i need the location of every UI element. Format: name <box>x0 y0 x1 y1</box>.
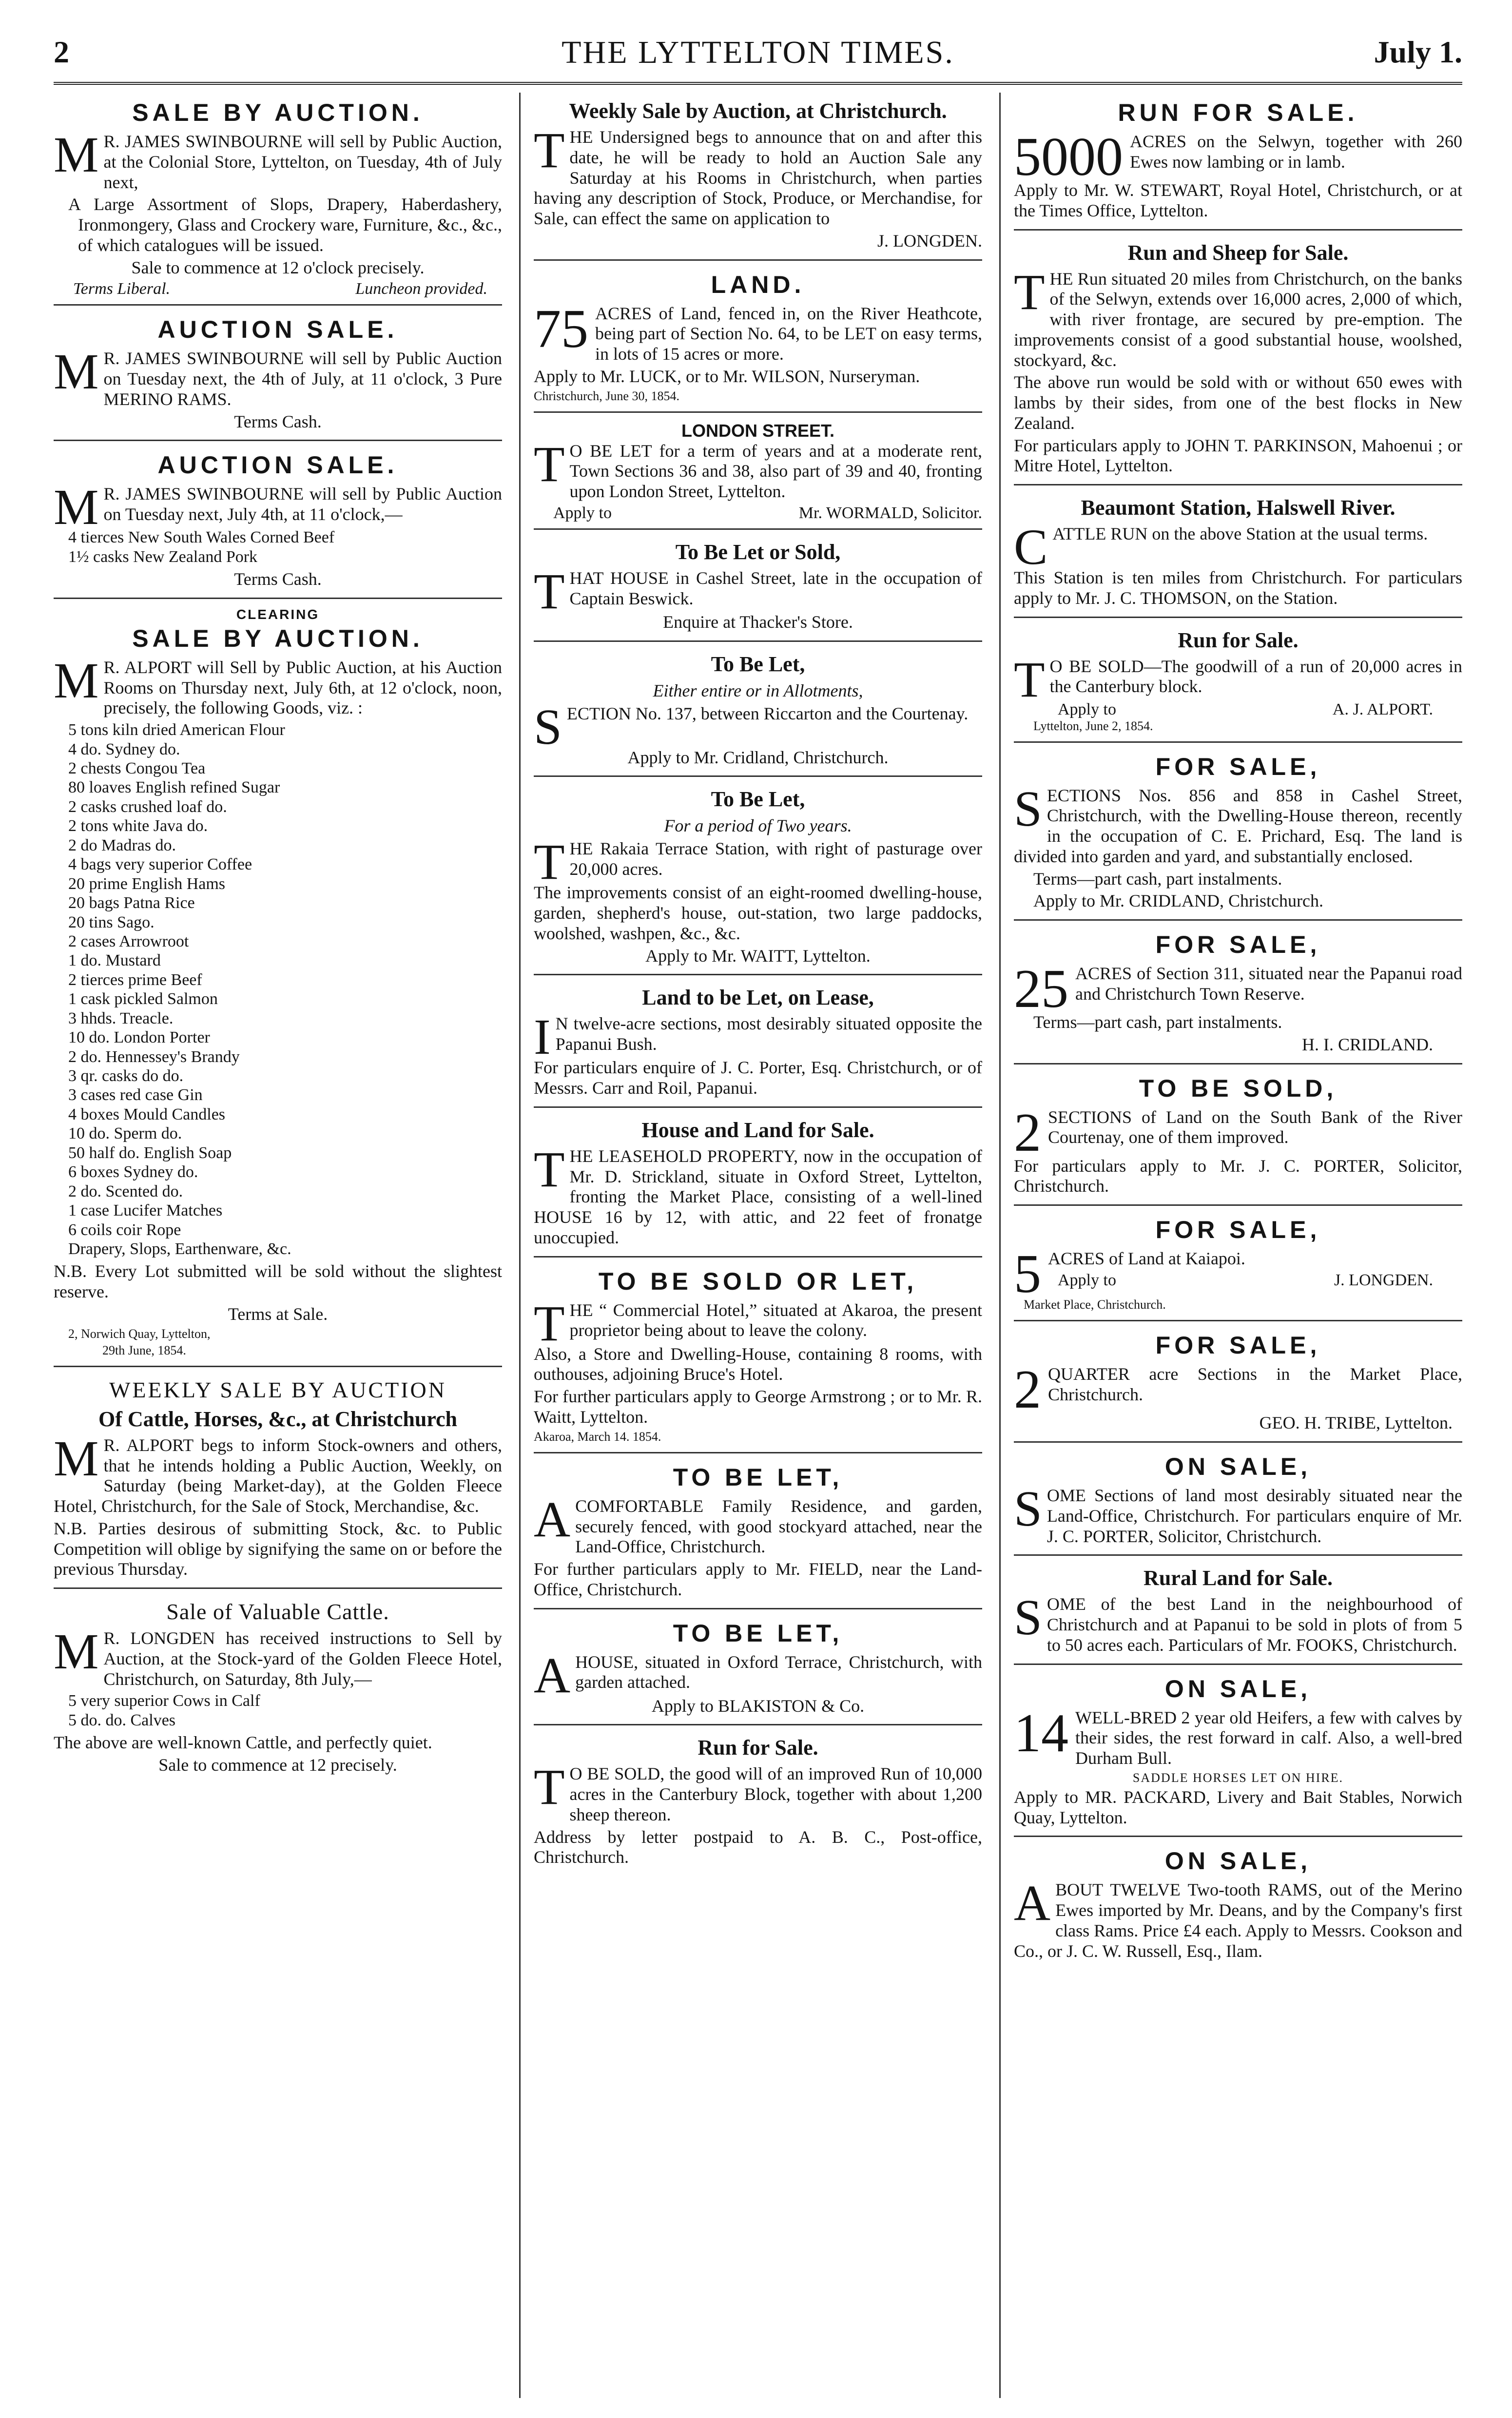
drop-cap: T <box>534 1759 565 1816</box>
masthead <box>54 29 1462 88</box>
advert-commercial-hotel <box>534 1261 982 1453</box>
item-list <box>54 720 502 1258</box>
drop-cap: C <box>1014 519 1048 575</box>
advert-heading: House and Land for Sale. <box>641 1118 874 1142</box>
drop-cap: T <box>534 436 565 492</box>
list-item: 5 do. do. Calves <box>68 1711 176 1729</box>
advert-oxford-terrace <box>534 1613 982 1726</box>
advert-body <box>534 122 982 229</box>
advert-alport-clearing <box>54 603 502 1367</box>
drop-number: 5 <box>1014 1244 1041 1305</box>
advert-apply <box>534 504 982 522</box>
advert-body3: For further particulars apply to George Armstrong ; or to Mr. R. Waitt, Lyttelton. <box>534 1387 982 1427</box>
advert-body2: The improvements consist of an eight-roomed dwelling-house, garden, shepherd's house, out-station, two large paddocks, woolshed, washpen, &c., &c. <box>534 883 982 943</box>
advert-swinbourne-sale <box>54 93 502 306</box>
list-item: 1 cask pickled Salmon <box>68 990 218 1008</box>
advert-text: R. JAMES SWINBOURNE will sell by Public Auction, at the Colonial Store, Lyttelton, on Tuesday, 4th of July next, <box>103 132 502 192</box>
drop-cap: A <box>534 1647 571 1703</box>
drop-cap: T <box>534 563 565 619</box>
advert-run-selwyn <box>1014 93 1462 231</box>
advert-auction-rams <box>54 310 502 441</box>
advert-footer <box>54 280 502 298</box>
advert-signature: H. I. CRIDLAND. <box>1302 1034 1433 1054</box>
advert-heading: ON SALE, <box>1164 1847 1312 1875</box>
advert-heading: SALE BY AUCTION. <box>132 99 424 126</box>
list-item: 2 do. Hennessey's Brandy <box>68 1047 240 1066</box>
advert-heading: FOR SALE, <box>1155 931 1321 959</box>
advert-text: SECTIONS of Land on the South Bank of the River Courtenay, one of them improved. <box>1048 1107 1462 1147</box>
list-item: 5 very superior Cows in Calf <box>68 1692 260 1710</box>
advert-preheading: CLEARING <box>236 606 320 622</box>
list-item: 1 case Lucifer Matches <box>68 1201 223 1220</box>
list-item: 6 boxes Sydney do. <box>68 1163 198 1181</box>
drop-cap: M <box>54 652 99 709</box>
list-item: 4 boxes Mould Candles <box>68 1105 226 1123</box>
advert-apply: Apply to MR. PACKARD, Livery and Bait Stables, Norwich Quay, Lyttelton. <box>1014 1787 1462 1827</box>
advert-body <box>534 1141 982 1248</box>
column-divider <box>519 93 521 2398</box>
advert-signature: GEO. H. TRIBE, Lyttelton. <box>1259 1413 1453 1433</box>
drop-cap: T <box>534 122 565 178</box>
advert-text: ECTION No. 137, between Riccarton and the Courtenay. <box>566 703 969 723</box>
advert-apply <box>1048 1271 1462 1290</box>
advert-heading: TO BE SOLD OR LET, <box>598 1267 918 1295</box>
advert-body <box>54 127 502 193</box>
advert-heading: Run for Sale. <box>1178 628 1299 652</box>
advert-heading: Beaumont Station, Halswell River. <box>1081 496 1396 520</box>
advert-detail: A Large Assortment of Slops, Drapery, Haberdashery, Ironmongery, Glass and Crockery ware, Furniture, &c., &c., of which catalogues will be issued. <box>68 194 502 255</box>
advert-body <box>534 1491 982 1557</box>
list-item: 3 qr. casks do do. <box>68 1067 184 1085</box>
advert-body <box>1014 1702 1462 1769</box>
advert-run-sale-abc <box>534 1729 982 1876</box>
advert-heading: FOR SALE, <box>1155 753 1321 780</box>
advert-kaiapoi <box>1014 1210 1462 1321</box>
advert-apply: Apply to BLAKISTON & Co. <box>651 1696 865 1716</box>
apply-name: J. LONGDEN. <box>1334 1271 1433 1289</box>
advert-commence: Sale to commence at 12 precisely. <box>158 1755 397 1775</box>
advert-heifers <box>1014 1669 1462 1838</box>
advert-dateline: Market Place, Christchurch. <box>1024 1297 1166 1312</box>
advert-apply <box>1014 700 1462 719</box>
advert-cashel-house <box>534 534 982 642</box>
advert-valuable-cattle <box>54 1593 502 1783</box>
list-item: 80 loaves English refined Sugar <box>68 778 280 797</box>
advert-body <box>1014 1481 1462 1547</box>
advert-text: R. JAMES SWINBOURNE will sell by Public Auction on Tuesday next, July 4th, at 11 o'clock,— <box>103 484 502 524</box>
advert-heading: TO BE LET, <box>673 1619 843 1647</box>
advert-text: O BE SOLD—The goodwill of a run of 20,000 acres in the Canterbury block. <box>1049 656 1462 696</box>
advert-text: ECTIONS Nos. 856 and 858 in Cashel Street, Christchurch, with the Dwelling-House thereon, recently in the occupation of C. E. Prichard, Esq. The land is divided into garden and yard, and substantially enclosed. <box>1014 785 1462 866</box>
drop-cap: A <box>1014 1875 1051 1932</box>
advert-body <box>534 1759 982 1825</box>
advert-text: HAT HOUSE in Cashel Street, late in the occupation of Captain Beswick. <box>569 568 982 608</box>
advert-market-place <box>1014 1325 1462 1443</box>
advert-text: COMFORTABLE Family Residence, and garden, securely fenced, with good stockyard attached, near the Land-Office, Christchurch. <box>575 1496 982 1557</box>
list-item: 50 half do. English Soap <box>68 1143 232 1162</box>
advert-body <box>534 298 982 365</box>
advert-courtenay-sections <box>1014 1068 1462 1206</box>
advert-weekly-cattle <box>54 1371 502 1589</box>
list-item: 4 do. Sydney do. <box>68 740 180 758</box>
advert-text: OME Sections of land most desirably situated near the Land-Office, Christchurch. For particulars enquire of Mr. J. C. PORTER, Solicitor, Christchurch. <box>1047 1486 1462 1546</box>
advert-body <box>534 1647 982 1703</box>
advert-heading: AUCTION SALE. <box>157 451 398 479</box>
advert-heading: To Be Let or Sold, <box>675 540 841 564</box>
advert-body <box>1014 651 1462 708</box>
advert-longden-weekly <box>534 93 982 261</box>
advert-body <box>54 344 502 409</box>
advert-heading: Run for Sale. <box>698 1736 818 1760</box>
advert-body <box>534 563 982 619</box>
list-item: 4 tierces New South Wales Corned Beef <box>68 528 335 547</box>
column-3 <box>1014 93 1462 2398</box>
advert-body <box>1014 264 1462 371</box>
advert-heading: To Be Let, <box>711 652 805 676</box>
advert-text: BOUT TWELVE Two-tooth RAMS, out of the Merino Ewes imported by Mr. Deans, and by the Company's first class Rams. Price £4 each. Apply to Messrs. Cookson and Co., or J. C. W. Russell, Esq., Ilam. <box>1014 1880 1462 1961</box>
advert-subheading: Of Cattle, Horses, &c., at Christchurch <box>98 1407 458 1431</box>
advert-body <box>1014 1102 1462 1163</box>
drop-cap: T <box>1014 651 1045 708</box>
advert-heading: AUCTION SALE. <box>157 316 398 344</box>
list-item: 10 do. Sperm do. <box>68 1124 182 1143</box>
advert-text: HE Rakaia Terrace Station, with right of pasturage over 20,000 acres. <box>569 839 982 879</box>
newspaper-title: THE LYTTELTON TIMES. <box>562 35 954 70</box>
advert-section-311 <box>1014 925 1462 1064</box>
advert-dateline: Lyttelton, June 2, 1854. <box>1033 718 1153 733</box>
advert-heading: ON SALE, <box>1164 1675 1312 1702</box>
advert-note: The above are well-known Cattle, and perfectly quiet. <box>54 1733 432 1753</box>
advert-text: WELL-BRED 2 year old Heifers, a few with calves by their sides, the rest forward in calf. Also, a well-bred Durham Bull. <box>1075 1707 1462 1768</box>
advert-address: 2, Norwich Quay, Lyttelton, <box>68 1326 211 1341</box>
drop-cap: S <box>534 698 562 755</box>
list-item: 1½ casks New Zealand Pork <box>68 547 258 566</box>
advert-heading: Weekly Sale by Auction, at Christchurch. <box>569 99 947 123</box>
advert-dateline: Akaroa, March 14. 1854. <box>534 1429 661 1444</box>
advert-section-137 <box>534 646 982 777</box>
list-item: 2 cases Arrowroot <box>68 932 189 950</box>
advert-text: HE “ Commercial Hotel,” situated at Akaroa, the present proprietor being about to leave the colony. <box>569 1300 982 1340</box>
advert-nb: N.B. Parties desirous of submitting Stock, &c. to Public Competition will oblige by signifying the same on or before the previous Thursday. <box>54 1518 502 1579</box>
advert-terms: Terms—part cash, part instalments. <box>1033 1012 1282 1032</box>
advert-text: ACRES of Section 311, situated near the Papanui road and Christchurch Town Reserve. <box>1075 964 1462 1004</box>
advert-land <box>534 265 982 413</box>
advert-text: HOUSE, situated in Oxford Terrace, Christchurch, with garden attached. <box>575 1652 982 1692</box>
apply-label: Apply to <box>553 503 612 522</box>
drop-cap: T <box>534 1295 565 1352</box>
advert-run-sheep <box>1014 234 1462 486</box>
advert-text: R. ALPORT will Sell by Public Auction, at his Auction Rooms on Thursday next, July 6th, at 12 o'clock, noon, precisely, the following Goods, viz. : <box>103 657 502 718</box>
advert-heading: LONDON STREET. <box>681 420 834 441</box>
advert-heading: TO BE SOLD, <box>1139 1074 1338 1102</box>
advert-run-alport <box>1014 622 1462 743</box>
advert-terms: Terms Liberal. <box>73 280 171 298</box>
list-item: 2 do. Scented do. <box>68 1182 183 1200</box>
advert-text: ACRES on the Selwyn, together with 260 Ewes now lambing or in lamb. <box>1130 132 1462 172</box>
drop-cap: I <box>534 1009 551 1065</box>
column-2 <box>534 93 982 2398</box>
advert-text: QUARTER acre Sections in the Market Place, Christchurch. <box>1048 1364 1462 1405</box>
drop-cap: T <box>1014 264 1045 320</box>
column-1 <box>54 93 502 2398</box>
list-item: Drapery, Slops, Earthenware, &c. <box>68 1239 291 1258</box>
list-item: 5 tons kiln dried American Flour <box>68 721 285 739</box>
advert-family-residence <box>534 1457 982 1609</box>
advert-body <box>1014 1359 1462 1420</box>
advert-body2: Also, a Store and Dwelling-House, containing 8 rooms, with outhouses, adjoining Bruce's Hotel. <box>534 1344 982 1384</box>
advert-land-lease <box>534 979 982 1108</box>
list-item: 2 tons white Java do. <box>68 817 208 835</box>
advert-commence: Sale to commence at 12 o'clock precisely. <box>131 257 425 277</box>
drop-number: 2 <box>1014 1102 1041 1163</box>
advert-terms: Terms Cash. <box>234 411 322 431</box>
drop-number: 14 <box>1014 1702 1068 1763</box>
advert-subheading: Either entire or in Allotments, <box>653 680 863 700</box>
drop-cap: M <box>54 127 99 183</box>
advert-date: 29th June, 1854. <box>102 1343 186 1357</box>
advert-text: OME of the best Land in the neighbourhood of Christchurch and at Papanui to be sold in plots of from 5 to 50 acres each. Particulars of Mr. FOOKS, Christchurch. <box>1047 1594 1462 1655</box>
advert-heading: RUN FOR SALE. <box>1118 99 1358 126</box>
advert-text: O BE LET for a term of years and at a moderate rent, Town Sections 36 and 38, also part of 39 and 40, fronting upon London Street, Lyttelton. <box>569 441 982 502</box>
apply-label: Apply to <box>1058 1271 1116 1289</box>
list-item: 2 chests Congou Tea <box>68 759 206 777</box>
item-list <box>54 1691 502 1730</box>
advert-luncheon: Luncheon provided. <box>355 280 487 298</box>
advert-heading: To Be Let, <box>711 787 805 812</box>
advert-heading: Run and Sheep for Sale. <box>1127 240 1349 265</box>
advert-terms: Terms Cash. <box>234 569 322 589</box>
advert-heading: SALE BY AUCTION. <box>132 624 424 652</box>
advert-heading: Rural Land for Sale. <box>1144 1566 1333 1590</box>
advert-signature: J. LONGDEN. <box>877 231 982 251</box>
drop-cap: S <box>1014 1481 1042 1537</box>
apply-name: Mr. WORMALD, Solicitor. <box>798 503 982 522</box>
masthead-rule <box>54 82 1462 88</box>
drop-cap: T <box>534 834 565 890</box>
newspaper-page <box>54 29 1462 2398</box>
advert-text: N twelve-acre sections, most desirably situated opposite the Papanui Bush. <box>555 1014 982 1054</box>
advert-body <box>534 1295 982 1352</box>
advert-body <box>1014 1589 1462 1655</box>
list-item: 20 prime English Hams <box>68 874 226 893</box>
advert-body <box>54 479 502 536</box>
advert-body2: For particulars enquire of J. C. Porter, Esq. Christchurch, or of Messrs. Carr and Roil, Papanui. <box>534 1058 982 1098</box>
list-item: 2 casks crushed loaf do. <box>68 797 227 816</box>
advert-body <box>1014 780 1462 867</box>
advert-auction-beef <box>54 445 502 599</box>
advert-body <box>534 1009 982 1065</box>
drop-cap: M <box>54 1430 99 1487</box>
advert-dateline: Christchurch, June 30, 1854. <box>534 388 679 403</box>
advert-text: O BE SOLD, the good will of an improved Run of 10,000 acres in the Canterbury Block, together with about 1,200 sheep thereon. <box>569 1764 982 1824</box>
list-item: 10 do. London Porter <box>68 1028 210 1047</box>
list-item: 2 do Madras do. <box>68 836 176 854</box>
advert-text: R. JAMES SWINBOURNE will sell by Public Auction on Tuesday next, the 4th of July, at 11 o'clock, 3 Pure MERINO RAMS. <box>103 348 502 409</box>
drop-cap: M <box>54 1624 99 1680</box>
advert-text: ATTLE RUN on the above Station at the usual terms. <box>1052 524 1428 543</box>
advert-body3: For particulars apply to JOHN T. PARKINSON, Mahoenui ; or Mitre Hotel, Lyttelton. <box>1014 435 1462 476</box>
drop-cap: T <box>534 1141 565 1198</box>
advert-body <box>534 834 982 890</box>
advert-apply: Apply to Mr. W. STEWART, Royal Hotel, Christchurch, or at the Times Office, Lyttelton. <box>1014 180 1462 220</box>
advert-land-office-sections <box>1014 1447 1462 1556</box>
advert-beaumont-station <box>1014 489 1462 618</box>
issue-date: July 1. <box>1374 35 1462 69</box>
advert-text: HE Undersigned begs to announce that on and after this date, he will be ready to hold an Auction Sale any Saturday at his Rooms in Christchurch, when parties having any description of Stock, Produce, or Merchandise, for Sale, can effect the same on application to <box>534 127 982 228</box>
advert-nb: N.B. Every Lot submitted will be sold without the slightest reserve. <box>54 1261 502 1302</box>
list-item: 20 tins Sago. <box>68 913 155 931</box>
advert-body2: For particulars apply to Mr. J. C. PORTER, Solicitor, Christchurch. <box>1014 1156 1462 1196</box>
list-item: 3 cases red case Gin <box>68 1086 203 1104</box>
drop-cap: S <box>1014 1589 1042 1646</box>
advert-notice: SADDLE HORSES LET ON HIRE. <box>1132 1770 1344 1785</box>
drop-number: 5000 <box>1014 127 1123 187</box>
advert-heading: FOR SALE, <box>1155 1216 1321 1244</box>
advert-body <box>54 1430 502 1517</box>
apply-label: Apply to <box>1058 700 1116 718</box>
advert-body2: Address by letter postpaid to A. B. C., Post-office, Christchurch. <box>534 1827 982 1867</box>
advert-heading: WEEKLY SALE BY AUCTION <box>109 1377 446 1402</box>
advert-body2: This Station is ten miles from Christchurch. For particulars apply to Mr. J. C. THOMSON, on the Station. <box>1014 568 1462 608</box>
advert-rams <box>1014 1841 1462 1969</box>
advert-apply: Apply to Mr. WAITT, Lyttelton. <box>645 946 871 966</box>
advert-text: ACRES of Land, fenced in, on the River Heathcote, being part of Section No. 64, to be LET on easy terms, in lots of 15 acres or more. <box>595 303 982 364</box>
advert-heading: Land to be Let, on Lease, <box>642 986 874 1010</box>
advert-body <box>1014 1875 1462 1961</box>
advert-body <box>534 436 982 502</box>
advert-rakaia-station <box>534 781 982 975</box>
advert-heading: ON SALE, <box>1164 1453 1312 1481</box>
advert-rural-land <box>1014 1560 1462 1664</box>
advert-apply: Apply to Mr. LUCK, or to Mr. WILSON, Nurseryman. <box>534 366 920 386</box>
list-item: 4 bags very superior Coffee <box>68 855 252 874</box>
advert-heading: TO BE LET, <box>673 1463 843 1491</box>
list-item: 6 coils coir Rope <box>68 1220 181 1239</box>
list-item: 3 hhds. Treacle. <box>68 1009 174 1027</box>
advert-apply: Apply to Mr. Cridland, Christchurch. <box>627 747 889 767</box>
list-item: 20 bags Patna Rice <box>68 894 195 912</box>
drop-cap: M <box>54 479 99 536</box>
column-divider <box>999 93 1001 2398</box>
advert-heading: FOR SALE, <box>1155 1332 1321 1359</box>
advert-apply: Apply to Mr. CRIDLAND, Christchurch. <box>1033 891 1323 911</box>
advert-terms: Terms at Sale. <box>228 1304 328 1324</box>
item-list <box>54 528 502 566</box>
advert-text: HE Run situated 20 miles from Christchurch, on the banks of the Selwyn, extends over 16,000 acres, 2,000 of which, with river frontage, are secured by pre-emption. The improvements consist of a good substantial house, woolshed, stockyard, &c. <box>1014 269 1462 370</box>
page-number: 2 <box>54 35 69 69</box>
drop-number: 2 <box>1014 1359 1041 1420</box>
advert-text: R. ALPORT begs to inform Stock-owners and others, that he intends holding a Public Auction, Weekly, on Saturday (being Market-day), at the Golden Fleece Hotel, Christchurch, for the Sale of Stock, Merchandise, &c. <box>54 1435 502 1516</box>
advert-london-street <box>534 417 982 530</box>
advert-body <box>534 698 982 755</box>
drop-cap: A <box>534 1491 571 1548</box>
list-item: 2 tierces prime Beef <box>68 970 202 989</box>
advert-cashel-sections <box>1014 747 1462 921</box>
advert-body2: For further particulars apply to Mr. FIELD, near the Land-Office, Christchurch. <box>534 1559 982 1599</box>
advert-body2: The above run would be sold with or without 650 ewes with lambs by their sides, from one of the best flocks in New Zealand. <box>1014 372 1462 433</box>
list-item: 1 do. Mustard <box>68 951 161 970</box>
advert-body <box>1014 959 1462 1020</box>
advert-body <box>1014 127 1462 187</box>
advert-enquire: Enquire at Thacker's Store. <box>663 612 853 632</box>
drop-number: 75 <box>534 298 588 359</box>
drop-cap: S <box>1014 780 1042 837</box>
advert-heading: Sale of Valuable Cattle. <box>166 1599 389 1625</box>
apply-name: A. J. ALPORT. <box>1332 700 1433 718</box>
advert-heading: LAND. <box>711 271 805 298</box>
drop-cap: M <box>54 344 99 400</box>
advert-text: ACRES of Land at Kaiapoi. <box>1048 1249 1245 1269</box>
advert-body <box>1014 519 1462 575</box>
advert-subheading: For a period of Two years. <box>664 816 852 836</box>
advert-text: HE LEASEHOLD PROPERTY, now in the occupation of Mr. D. Strickland, situate in Oxford Street, Lyttelton, fronting the Market Place, consisting of a well-lined HOUSE 16 by 12, with attic, and 22 feet of fronatge unoccupied. <box>534 1146 982 1247</box>
advert-body <box>54 1624 502 1689</box>
advert-text: R. LONGDEN has received instructions to Sell by Auction, at the Stock-yard of the Golden Fleece Hotel, Christchurch, on Saturday, 8th July,— <box>103 1628 502 1689</box>
drop-number: 25 <box>1014 959 1068 1020</box>
advert-body <box>54 652 502 718</box>
advert-house-land <box>534 1112 982 1257</box>
advert-terms: Terms—part cash, part instalments. <box>1033 869 1282 889</box>
